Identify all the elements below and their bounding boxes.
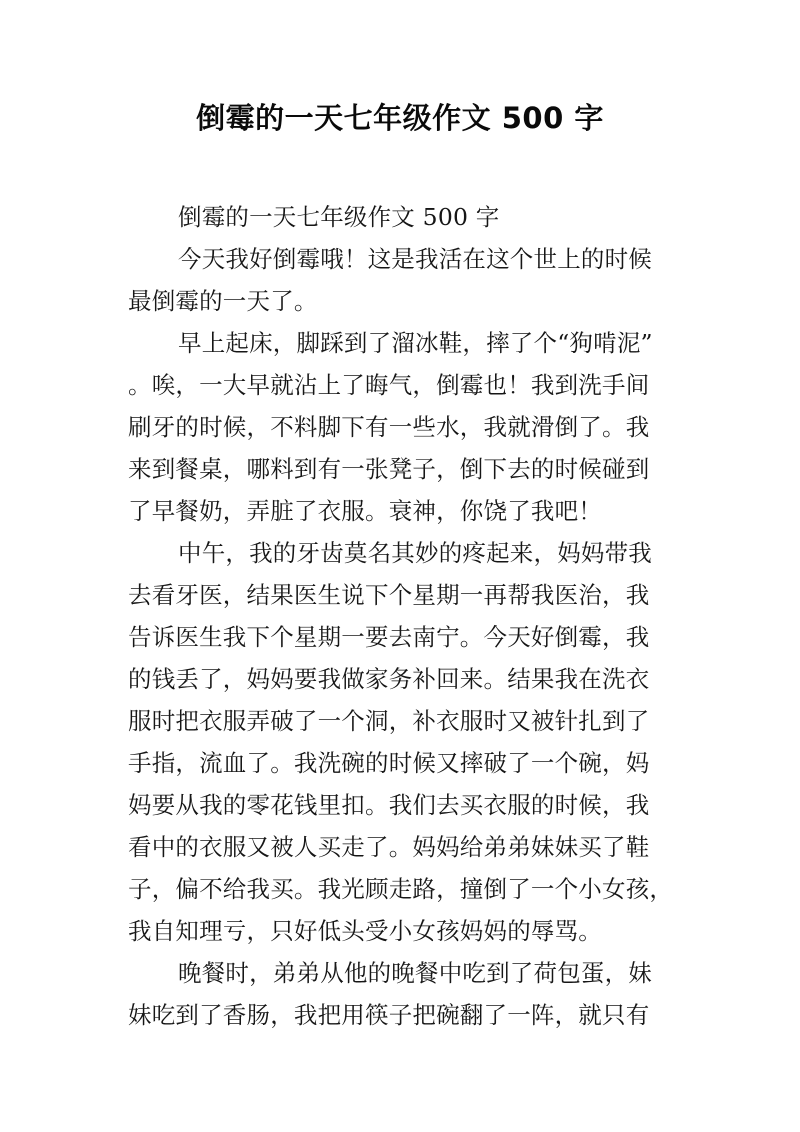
body-line: 子，偏不给我买。我光顾走路，撞倒了一个小女孩， bbox=[128, 875, 674, 903]
body-line: 刷牙的时候，不料脚下有一些水，我就滑倒了。我 bbox=[128, 413, 650, 441]
document-body bbox=[128, 196, 688, 1036]
body-line: 晚餐时，弟弟从他的晚餐中吃到了荷包蛋，妹 bbox=[178, 959, 652, 987]
body-line: 早上起床，脚踩到了溜冰鞋，摔了个“狗啃泥” bbox=[178, 329, 653, 357]
body-line: 今天我好倒霉哦！这是我活在这个世上的时候 bbox=[178, 245, 652, 273]
body-line: 妹吃到了香肠，我把用筷子把碗翻了一阵，就只有 bbox=[128, 1001, 650, 1029]
body-line: 了早餐奶，弄脏了衣服。衰神，你饶了我吧！ bbox=[128, 497, 602, 525]
body-line: 告诉医生我下个星期一要去南宁。今天好倒霉，我 bbox=[128, 623, 650, 651]
body-line: 我自知理亏，只好低头受小女孩妈妈的辱骂。 bbox=[128, 917, 602, 945]
body-line: 去看牙医，结果医生说下个星期一再帮我医治，我 bbox=[128, 581, 650, 609]
body-line: 最倒霉的一天了。 bbox=[128, 287, 318, 315]
body-line: 的钱丢了，妈妈要我做家务补回来。结果我在洗衣 bbox=[128, 665, 650, 693]
body-line: 服时把衣服弄破了一个洞，补衣服时又被针扎到了 bbox=[128, 707, 650, 735]
document-title: 倒霉的一天七年级作文 500 字 bbox=[196, 101, 604, 135]
body-line: 妈要从我的零花钱里扣。我们去买衣服的时候，我 bbox=[128, 791, 650, 819]
body-line: 倒霉的一天七年级作文 500 字 bbox=[178, 203, 500, 231]
body-line: 看中的衣服又被人买走了。妈妈给弟弟妹妹买了鞋 bbox=[128, 833, 650, 861]
body-line: 来到餐桌，哪料到有一张凳子，倒下去的时候碰到 bbox=[128, 455, 650, 483]
body-line: 手指，流血了。我洗碗的时候又摔破了一个碗，妈 bbox=[128, 749, 650, 777]
body-line: 。唉，一大早就沾上了晦气，倒霉也！我到洗手间 bbox=[128, 371, 650, 399]
body-line: 中午，我的牙齿莫名其妙的疼起来，妈妈带我 bbox=[178, 539, 652, 567]
